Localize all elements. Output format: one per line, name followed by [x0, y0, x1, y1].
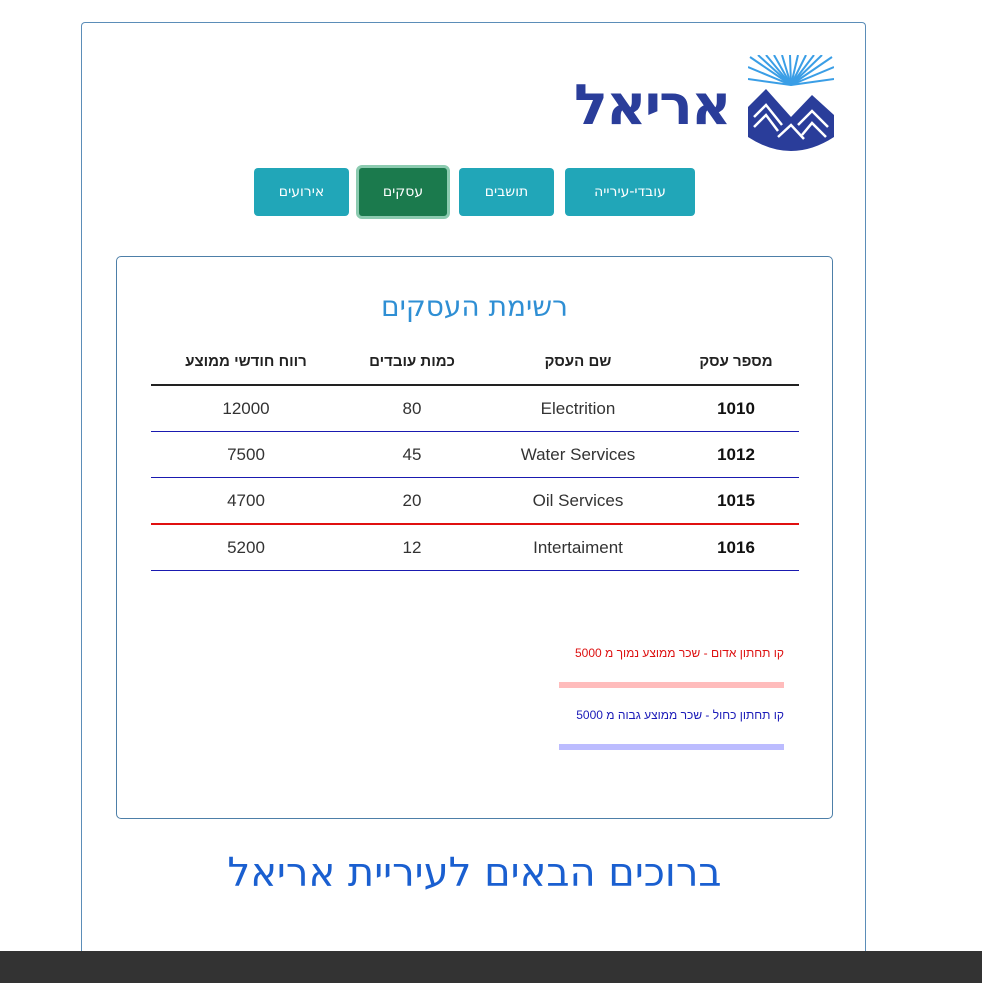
cell-monthly-profit: 4700 [227, 490, 265, 510]
nav-events[interactable]: אירועים [254, 168, 349, 216]
nav-municipal-workers[interactable]: עובדי-עירייה [565, 168, 695, 216]
cell-monthly-profit: 7500 [227, 444, 265, 464]
cell-business-id: 1012 [717, 444, 755, 464]
legend-blue-text: קו תחתון כחול - שכר ממוצע גבוה מ 5000 [576, 708, 784, 722]
header-monthly-profit: רווח חודשי ממוצע [185, 352, 307, 370]
welcome-heading: ברוכים הבאים לעיריית אריאל [227, 850, 722, 896]
site-logo[interactable] [570, 55, 835, 152]
cell-business-name: Electrition [540, 398, 616, 418]
table-header [151, 338, 799, 386]
header-business-id: מספר עסק [699, 352, 773, 370]
cell-monthly-profit: 5200 [227, 537, 265, 557]
header-employees: כמות עובדים [369, 352, 455, 370]
table-row [151, 432, 799, 478]
cell-employees: 20 [402, 490, 422, 510]
cell-employees: 45 [402, 444, 422, 464]
cell-business-name: Oil Services [532, 490, 624, 510]
nav-residents[interactable]: תושבים [459, 168, 554, 216]
legend-red-text: קו תחתון אדום - שכר ממוצע נמוך מ 5000 [574, 646, 784, 660]
legend-red-bar [559, 682, 784, 688]
footer-bar [0, 951, 982, 983]
business-list-title: רשימת העסקים [381, 290, 568, 323]
header-business-name: שם העסק [544, 352, 612, 370]
logo-text: אריאל [574, 73, 730, 138]
cell-business-id: 1015 [717, 490, 755, 510]
cell-business-name: Intertaiment [533, 537, 623, 557]
cell-monthly-profit: 12000 [222, 398, 270, 418]
legend-blue-bar [559, 744, 784, 750]
cell-employees: 80 [402, 398, 422, 418]
table-row [151, 386, 799, 432]
cell-employees: 12 [402, 537, 422, 557]
cell-business-id: 1010 [717, 398, 755, 418]
business-table [151, 338, 799, 571]
cell-business-name: Water Services [520, 444, 636, 464]
table-row [151, 525, 799, 571]
table-row [151, 478, 799, 525]
cell-business-id: 1016 [717, 537, 755, 557]
nav-businesses[interactable]: עסקים [356, 165, 450, 219]
ariel-sun-mountains-icon [748, 55, 834, 151]
